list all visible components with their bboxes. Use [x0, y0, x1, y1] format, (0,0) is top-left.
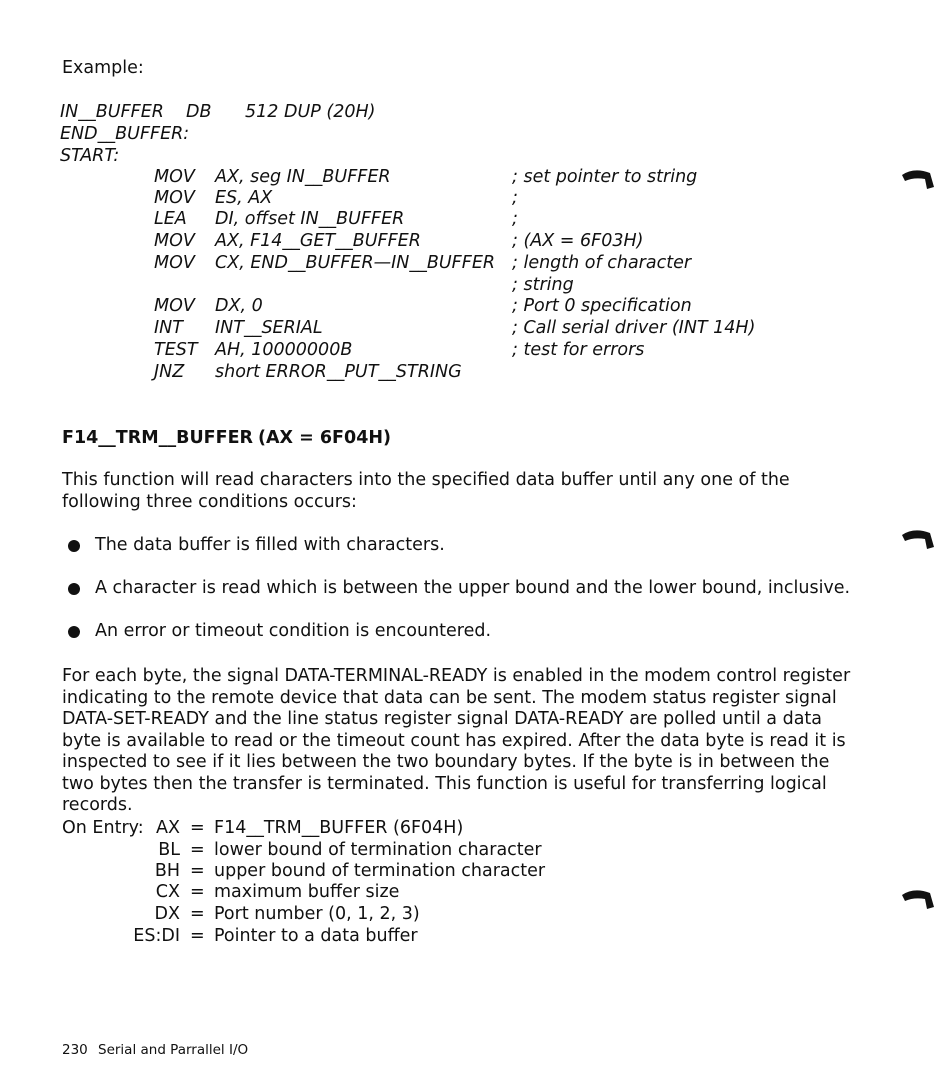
code-args: DI, offset IN__BUFFER	[215, 209, 405, 229]
code-comment: ; string	[512, 275, 574, 295]
code-op: MOV	[154, 296, 195, 316]
binding-mark-icon	[900, 165, 936, 191]
code-label: IN__BUFFER	[60, 102, 164, 122]
register-name: BH	[154, 861, 180, 881]
code-label: END__BUFFER:	[60, 124, 190, 144]
code-op: LEA	[154, 209, 187, 229]
code-comment: ; (AX = 6F03H)	[512, 231, 644, 251]
bullet-text: The data buffer is filled with characters.	[95, 535, 445, 555]
register-name: ES:DI	[133, 926, 180, 946]
code-args: CX, END__BUFFER—IN__BUFFER	[215, 253, 496, 273]
example-label: Example:	[62, 58, 144, 78]
section-title: F14__TRM__BUFFER	[62, 428, 254, 448]
body-paragraph: For each byte, the signal DATA-TERMINAL-READY is enabled in the modem control register indicating to the remote device that data can be sent. The modem status register signal DATA-SET-READY and the line status register signal DATA-READY are polled until a data byte is available to read or the timeout count has expired. After the data byte is read it is inspected to see if it lies between the two boundary bytes. If the byte is in between the two bytes then the transfer is terminated. This function is useful for transferring logical records.	[62, 666, 851, 815]
register-name: CX	[155, 882, 180, 902]
code-op: DB	[186, 102, 212, 122]
register-eq: =	[190, 882, 205, 902]
bullet-text: A character is read which is between the upper bound and the lower bound, inclusive.	[95, 578, 851, 598]
code-op: MOV	[154, 253, 195, 273]
section-title-code: (AX = 6F04H)	[258, 428, 392, 448]
code-op: MOV	[154, 188, 195, 208]
page-number: 230	[62, 1042, 88, 1058]
register-eq: =	[190, 904, 205, 924]
register-eq: =	[190, 840, 205, 860]
code-comment: ; Call serial driver (INT 14H)	[512, 318, 756, 338]
code-op: MOV	[154, 231, 195, 251]
bullet-text: An error or timeout condition is encountered.	[95, 621, 492, 641]
register-name: DX	[154, 904, 180, 924]
code-args: ES, AX	[215, 188, 273, 208]
binding-mark-icon	[900, 525, 936, 551]
code-args: DX, 0	[215, 296, 263, 316]
register-name: BL	[158, 840, 180, 860]
code-comment: ; Port 0 specification	[512, 296, 692, 316]
code-op: TEST	[154, 340, 198, 360]
code-comment: ; length of character	[512, 253, 692, 273]
on-entry-label: On Entry:	[62, 818, 144, 838]
register-eq: =	[190, 818, 205, 838]
code-arg: 512 DUP (20H)	[245, 102, 376, 122]
register-desc: F14__TRM__BUFFER (6F04H)	[214, 818, 464, 838]
code-args: short ERROR__PUT__STRING	[215, 362, 462, 382]
code-op: JNZ	[154, 362, 185, 382]
bullet-dot	[68, 626, 80, 638]
binding-mark-icon	[900, 885, 936, 911]
intro-paragraph: This function will read characters into the specified data buffer until any one of the following three conditions occurs:	[62, 470, 790, 512]
bullet-dot	[68, 583, 80, 595]
register-desc: upper bound of termination character	[214, 861, 546, 881]
register-name: AX	[156, 818, 180, 838]
code-comment: ;	[512, 188, 518, 208]
code-args: AX, F14__GET__BUFFER	[215, 231, 421, 251]
code-op: INT	[154, 318, 183, 338]
running-title: Serial and Parrallel I/O	[98, 1042, 249, 1058]
code-args: AH, 10000000B	[215, 340, 353, 360]
register-eq: =	[190, 861, 205, 881]
code-comment: ; set pointer to string	[512, 167, 698, 187]
register-desc: maximum buffer size	[214, 882, 400, 902]
register-eq: =	[190, 926, 205, 946]
register-desc: Pointer to a data buffer	[214, 926, 418, 946]
code-args: INT__SERIAL	[215, 318, 323, 338]
register-desc: lower bound of termination character	[214, 840, 542, 860]
code-op: MOV	[154, 167, 195, 187]
bullet-dot	[68, 540, 80, 552]
code-label: START:	[60, 146, 120, 166]
code-comment: ; test for errors	[512, 340, 645, 360]
code-args: AX, seg IN__BUFFER	[215, 167, 391, 187]
register-desc: Port number (0, 1, 2, 3)	[214, 904, 420, 924]
code-comment: ;	[512, 209, 518, 229]
